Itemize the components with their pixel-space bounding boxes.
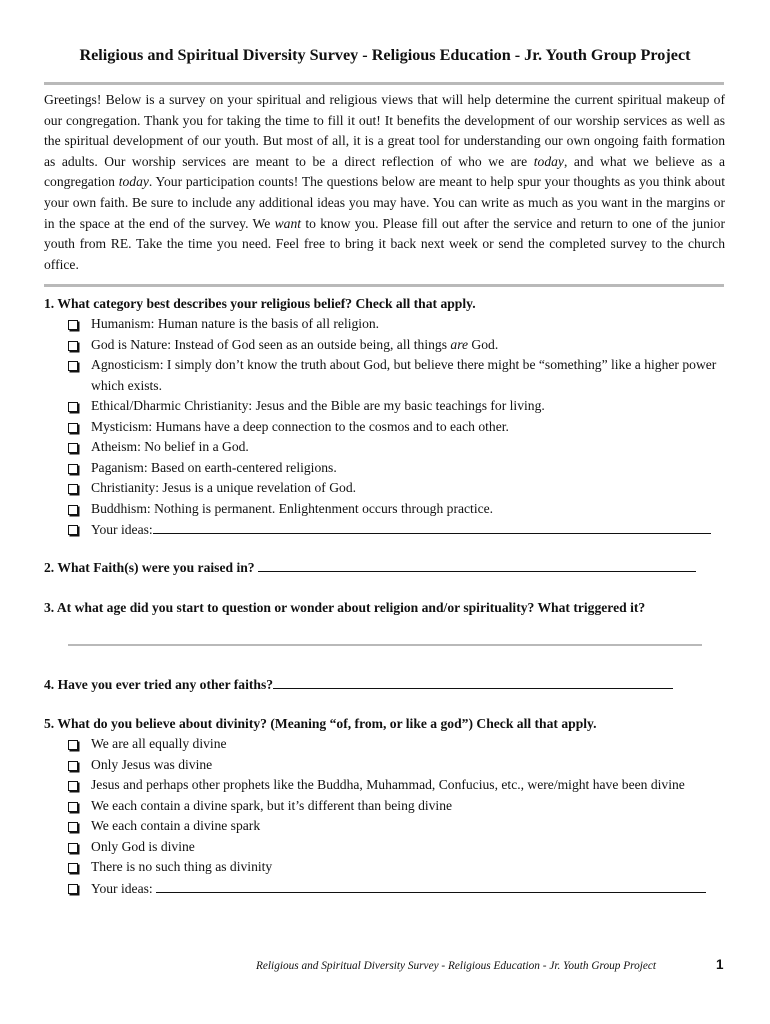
intro-emphasis-want: want [274, 215, 302, 231]
q2-answer-blank[interactable] [258, 557, 696, 572]
intro-divider [44, 284, 724, 287]
q1-option-mysticism[interactable]: Mysticism: Humans have a deep connection to the cosmos and to each other. [68, 417, 728, 438]
checkbox[interactable] [68, 423, 78, 433]
checkbox[interactable] [68, 761, 78, 771]
q1-ideas-blank[interactable] [153, 519, 711, 534]
q5-option-only-god[interactable]: Only God is divine [68, 837, 728, 858]
intro-emphasis-today-1: today [533, 153, 564, 169]
question-2-label: 2. What Faith(s) were you raised in? [44, 560, 255, 575]
q5-option-divine-spark[interactable]: We each contain a divine spark [68, 816, 728, 837]
checkbox[interactable] [68, 505, 78, 515]
checkbox[interactable] [68, 320, 78, 330]
checkbox[interactable] [68, 525, 78, 535]
intro-paragraph [44, 90, 725, 275]
q1-option-agnosticism[interactable]: Agnosticism: I simply don’t know the truth about God, but believe there might be “something” like a higher power which exists. [68, 355, 728, 396]
checkbox[interactable] [68, 361, 78, 371]
q1-option-your-ideas[interactable]: Your ideas: [68, 519, 728, 541]
checkbox[interactable] [68, 843, 78, 853]
checkbox[interactable] [68, 464, 78, 474]
checkbox[interactable] [68, 884, 78, 894]
checkbox[interactable] [68, 781, 78, 791]
q5-option-only-jesus[interactable]: Only Jesus was divine [68, 755, 728, 776]
q4-answer-blank[interactable] [273, 674, 673, 689]
intro-text-2: , and what we believe as a congregation [44, 153, 725, 190]
question-5-options [68, 734, 728, 899]
checkbox[interactable] [68, 484, 78, 494]
intro-text-1: Greetings! Below is a survey on your spiritual and religious views that will help determine the current spiritual makeup of our congregation. Thank you for taking the time to fill it out! It benefits the development of our worship services as well as the spiritual development of our youth. But most of all, it is a great tool for understanding our own ongoing faith formation as adults. Our worship services are meant to be a direct reflection of who we are [44, 92, 725, 169]
intro-emphasis-today-2: today [118, 174, 149, 190]
q1-option-atheism[interactable]: Atheism: No belief in a God. [68, 437, 728, 458]
q1-option-god-is-nature[interactable]: God is Nature: Instead of God seen as an outside being, all things are God. [68, 335, 728, 356]
intro-text-4: to know you. Please fill out after the service and return to one of the junior youth from RE. Take the time you need. Feel free to bring it back next week or send the completed survey to the church office. [44, 215, 725, 272]
q5-option-no-divinity[interactable]: There is no such thing as divinity [68, 857, 728, 878]
q3-answer-blank[interactable] [68, 644, 702, 646]
q1-option-humanism[interactable]: Humanism: Human nature is the basis of all religion. [68, 314, 728, 335]
q5-option-prophets[interactable]: Jesus and perhaps other prophets like the Buddha, Muhammad, Confucius, etc., were/might have been divine [68, 775, 728, 796]
checkbox[interactable] [68, 341, 78, 351]
q1-option-christianity[interactable]: Christianity: Jesus is a unique revelation of God. [68, 478, 728, 499]
question-5-label: 5. What do you believe about divinity? (Meaning “of, from, or like a god”) Check all that apply. [44, 716, 597, 731]
intro-text-3: . Your participation counts! The questions below are meant to help spur your thoughts as you think about your own faith. Be sure to include any additional ideas you may have. You can write as much as you want in the margins or in the space at the end of the survey. We [44, 174, 725, 231]
checkbox[interactable] [68, 443, 78, 453]
checkbox[interactable] [68, 802, 78, 812]
q5-option-your-ideas[interactable]: Your ideas: [68, 878, 728, 900]
page-footer: Religious and Spiritual Diversity Survey - Religious Education - Jr. Youth Group Project [256, 960, 657, 972]
question-4-label: 4. Have you ever tried any other faiths? [44, 677, 274, 692]
q1-option-buddhism[interactable]: Buddhism: Nothing is permanent. Enlightenment occurs through practice. [68, 499, 728, 520]
question-4 [44, 674, 673, 695]
q5-option-divine-spark-different[interactable]: We each contain a divine spark, but it’s different than being divine [68, 796, 728, 817]
page-number: 1 [716, 957, 724, 972]
checkbox[interactable] [68, 822, 78, 832]
question-3-label: 3. At what age did you start to question or wonder about religion and/or spirituality? What triggered it? [44, 600, 646, 615]
question-1-label: 1. What category best describes your religious belief? Check all that apply. [44, 296, 476, 311]
question-2 [44, 557, 696, 578]
title-divider [44, 82, 724, 85]
checkbox[interactable] [68, 863, 78, 873]
question-1-options [68, 314, 728, 541]
checkbox[interactable] [68, 402, 78, 412]
checkbox[interactable] [68, 740, 78, 750]
q5-option-all-equally-divine[interactable]: We are all equally divine [68, 734, 728, 755]
q1-option-ethical-christianity[interactable]: Ethical/Dharmic Christianity: Jesus and the Bible are my basic teachings for living. [68, 396, 728, 417]
document-title: Religious and Spiritual Diversity Survey - Religious Education - Jr. Youth Group Project [79, 46, 691, 64]
q1-option-paganism[interactable]: Paganism: Based on earth-centered religions. [68, 458, 728, 479]
q5-ideas-blank[interactable] [156, 878, 706, 893]
